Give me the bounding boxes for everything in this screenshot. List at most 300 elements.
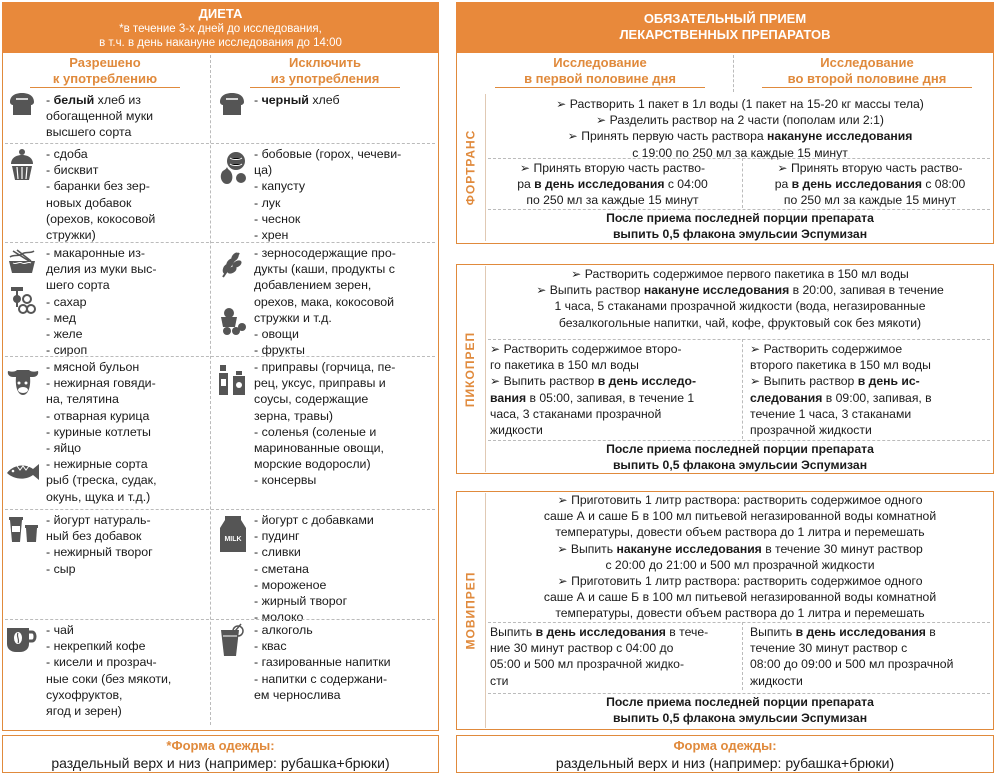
text-fragment: зерна, травы) <box>254 408 334 423</box>
text-fragment: вания <box>490 390 527 405</box>
first-half-header: Исследование в первой половине дня <box>495 55 705 88</box>
text-fragment: - пудинг <box>254 529 300 544</box>
text-line <box>254 92 434 108</box>
text-fragment: добавлением зерен, <box>254 278 372 293</box>
text-line <box>750 390 990 406</box>
text-line <box>46 92 206 108</box>
picoprep-split-divider <box>742 339 743 439</box>
text-fragment: - сдоба <box>46 147 88 161</box>
picoprep-first-half <box>490 341 735 438</box>
exclude-column-header: Исключить из употребления <box>250 55 400 88</box>
allowed-items <box>46 146 206 243</box>
text-fragment: - чеснок <box>254 211 301 226</box>
fortrans-first-half <box>490 160 735 209</box>
text-fragment: Выпить <box>750 625 796 639</box>
text-fragment: шего сорта <box>46 278 110 293</box>
text-fragment: - желе <box>46 327 83 342</box>
text-line <box>488 573 992 589</box>
moviprep-label <box>456 491 485 730</box>
text-line <box>254 528 434 544</box>
text-line <box>254 654 434 670</box>
text-line <box>254 472 434 488</box>
picoprep-side-divider <box>485 266 486 472</box>
text-line <box>254 227 434 243</box>
text-fragment: - консервы <box>254 473 317 488</box>
text-fragment: го пакетика в 150 мл воды <box>490 358 639 373</box>
text-line <box>254 544 434 560</box>
text-fragment: ➢ Приготовить 1 литр раствора: растворить содержимое одного <box>557 574 923 589</box>
text-line <box>488 508 992 524</box>
text-line <box>46 310 206 326</box>
text-fragment: - фрукты <box>254 343 305 358</box>
diet-row-divider <box>5 143 435 144</box>
allowed-items <box>46 359 206 505</box>
text-fragment: в течение 30 минут раствор <box>761 541 923 556</box>
moviprep-split-top <box>488 622 990 623</box>
text-line <box>490 406 735 422</box>
text-fragment: - макаронные из- <box>46 246 145 260</box>
text-fragment: ем чернослива <box>254 687 341 702</box>
picoprep-common-steps <box>488 266 992 331</box>
text-fragment: ра <box>774 177 792 192</box>
text-fragment: саше А и саше Б в 100 мл питьевой негазированной воды комнатной <box>543 590 937 605</box>
moviprep-side-divider <box>485 493 486 728</box>
text-fragment: в день исследования <box>791 177 922 192</box>
text-line <box>254 261 434 277</box>
diet-subtitle-2: в т.ч. в день накануне исследования до 14:00 <box>99 37 342 49</box>
text-fragment: - некрепкий кофе <box>46 639 146 654</box>
text-fragment: течение 30 минут раствор с <box>750 641 908 656</box>
svg-text:MILK: MILK <box>224 536 242 543</box>
text-line <box>490 160 735 176</box>
meds-dress-code <box>456 735 994 773</box>
text-line <box>254 440 434 456</box>
text-fragment: хлеб из <box>94 93 141 107</box>
text-line <box>46 456 206 472</box>
text-fragment: окунь, щука и т.д.) <box>46 489 151 504</box>
text-fragment: белый <box>53 93 95 107</box>
text-fragment: ягод и зерен) <box>46 704 122 719</box>
text-line <box>254 638 434 654</box>
fortrans-split-top <box>488 158 990 159</box>
text-line <box>254 561 434 577</box>
text-line <box>46 408 206 424</box>
diet-row-divider <box>5 356 435 357</box>
text-line <box>46 211 206 227</box>
text-line <box>488 524 992 540</box>
text-line <box>254 577 434 593</box>
text-line <box>488 298 992 314</box>
text-line <box>490 357 735 373</box>
text-line <box>490 673 735 689</box>
text-fragment: - йогурт с добавками <box>254 513 374 527</box>
text-fragment: ➢ Растворить содержимое второ- <box>490 342 682 356</box>
text-fragment: - бобовые (горох, чечеви- <box>254 147 402 161</box>
text-fragment: (орехов, кокосовой <box>46 211 156 226</box>
yogurt-icon <box>7 514 39 548</box>
fortrans-espumizan-note <box>488 210 992 242</box>
text-fragment: с 04:00 <box>664 177 708 192</box>
excluded-items <box>254 92 434 108</box>
text-fragment: - мороженое <box>254 577 327 592</box>
bread-icon <box>7 90 37 122</box>
moviprep-first-half <box>490 624 735 689</box>
fortrans-split-divider <box>742 158 743 208</box>
text-line <box>254 146 434 162</box>
text-line <box>750 357 990 373</box>
text-fragment: 1 часа, 5 стаканами прозрачной жидкости (вода, негазированные <box>554 299 926 314</box>
drug-name: ПИКОПРЕП <box>463 331 478 407</box>
text-line <box>750 160 990 176</box>
picoprep-label <box>456 264 485 474</box>
text-fragment: безалкогольные напитки, чай, кофе, фруктовый сок без мякоти) <box>558 315 922 330</box>
text-line <box>46 261 206 277</box>
text-fragment: обогащенной муки <box>46 109 154 124</box>
text-line <box>254 178 434 194</box>
text-fragment: жидкости <box>490 423 543 438</box>
text-fragment: в день исследования <box>534 177 665 192</box>
text-fragment: - <box>46 93 54 107</box>
text-fragment: - овощи <box>254 327 299 342</box>
text-fragment: - нежирная говяди- <box>46 376 156 391</box>
diet-title: ДИЕТА <box>198 6 243 21</box>
excluded-items <box>254 146 434 243</box>
text-fragment: в 05:00, запивая, в течение 1 <box>526 390 695 405</box>
text-fragment: накануне исследования <box>643 283 790 298</box>
text-fragment: ➢ Выпить раствор <box>750 374 858 389</box>
text-line: выпить 0,5 флакона эмульсии Эспумизан <box>612 711 868 725</box>
text-fragment: накануне исследования <box>616 541 762 556</box>
text-fragment: дукты (каши, продукты с <box>254 262 395 277</box>
text-fragment: - <box>254 93 262 107</box>
text-fragment: - хрен <box>254 228 289 243</box>
text-line <box>750 624 990 640</box>
text-fragment: в день исследования <box>795 625 926 639</box>
text-fragment: - куриные котлеты <box>46 424 151 439</box>
text-fragment: в день исследо- <box>597 374 697 389</box>
text-fragment: хлеб <box>308 93 340 107</box>
text-line <box>254 687 434 703</box>
excluded-items <box>254 512 434 625</box>
text-line <box>46 622 206 638</box>
text-line <box>488 557 992 573</box>
text-fragment: ➢ Приготовить 1 литр раствора: растворить содержимое одного <box>557 493 923 507</box>
text-line <box>46 391 206 407</box>
text-line <box>750 422 990 438</box>
text-line: После приема последней порции препарата <box>606 442 874 456</box>
text-line <box>46 294 206 310</box>
text-line <box>46 326 206 342</box>
text-fragment: - баранки без зер- <box>46 179 150 194</box>
allowed-column-header: Разрешено к употреблению <box>30 55 180 88</box>
text-line <box>46 561 206 577</box>
text-line <box>490 341 735 357</box>
text-fragment: сухофруктов, <box>46 687 123 702</box>
text-fragment: ➢ Выпить раствор <box>490 374 598 389</box>
diet-row-divider <box>5 619 435 620</box>
text-fragment: - яйцо <box>46 441 82 456</box>
text-fragment: с 20:00 до 21:00 и 500 мл прозрачной жидкости <box>605 557 875 572</box>
moviprep-split-divider <box>742 622 743 690</box>
text-fragment: - соленья (соленые и <box>254 424 377 439</box>
text-fragment: следования <box>750 390 823 405</box>
text-fragment: - сливки <box>254 545 301 560</box>
text-line <box>46 638 206 654</box>
cocktail-icon <box>217 622 247 662</box>
text-fragment: по 250 мл за каждые 15 минут <box>783 193 957 208</box>
second-half-header: Исследование во второй половине дня <box>762 55 972 88</box>
text-line <box>46 178 206 194</box>
text-fragment: - сметана <box>254 561 309 576</box>
text-fragment: в <box>925 625 936 639</box>
text-fragment: - молоко <box>254 610 304 625</box>
text-line <box>490 422 735 438</box>
text-line: После приема последней порции препарата <box>606 695 874 709</box>
diet-row-divider <box>5 242 435 243</box>
meds-title-2: ЛЕКАРСТВЕННЫХ ПРЕПАРАТОВ <box>619 27 831 42</box>
text-fragment: - сыр <box>46 561 76 576</box>
text-fragment: стружки) <box>46 228 96 243</box>
text-line <box>254 375 434 391</box>
excluded-items <box>254 359 434 489</box>
text-fragment: ➢ Растворить 1 пакет в 1л воды (1 пакет на 15-20 кг массы тела) <box>556 97 924 111</box>
text-line <box>46 359 206 375</box>
text-fragment: по 250 мл за каждые 15 минут <box>526 193 699 208</box>
moviprep-common-steps <box>488 492 992 622</box>
allowed-items <box>46 622 206 719</box>
text-line <box>254 622 434 638</box>
cow-fish-icon <box>5 363 41 503</box>
text-fragment: Выпить <box>490 625 536 639</box>
text-fragment: орехов, мака, кокосовой <box>254 294 395 309</box>
text-fragment: - капусту <box>254 179 306 194</box>
text-fragment: ➢ Растворить содержимое первого пакетика в 150 мл воды <box>571 267 909 281</box>
meds-header-divider <box>733 55 734 92</box>
text-fragment: - отварная курица <box>46 408 150 423</box>
moviprep-espumizan-note <box>488 694 992 726</box>
text-line <box>46 245 206 261</box>
diet-row-divider <box>5 509 435 510</box>
diet-dress-code <box>2 735 439 773</box>
text-line: После приема последней порции препарата <box>606 211 874 225</box>
text-fragment: - сироп <box>46 343 88 358</box>
text-line <box>46 489 206 505</box>
text-line <box>254 162 434 178</box>
text-line <box>750 192 990 208</box>
text-line <box>46 277 206 293</box>
text-fragment: с 08:00 <box>921 177 966 192</box>
text-line: выпить 0,5 флакона эмульсии Эспумизан <box>612 458 868 472</box>
coffee-cup-icon <box>5 624 39 658</box>
text-fragment: жидкости <box>750 673 803 688</box>
text-line <box>490 656 735 672</box>
drug-name: ФОРТРАНС <box>463 129 478 206</box>
text-fragment: в тече- <box>665 625 709 639</box>
text-line <box>46 162 206 178</box>
text-line <box>488 112 992 128</box>
text-line <box>254 211 434 227</box>
text-fragment: 05:00 и 500 мл прозрачной жидко- <box>490 657 684 672</box>
allowed-items <box>46 512 206 577</box>
fortrans-side-divider <box>485 94 486 241</box>
text-line <box>46 654 206 670</box>
text-line <box>46 227 206 243</box>
text-fragment: - мед <box>46 310 76 325</box>
text-fragment: ные соки (без мякоти, <box>46 671 172 686</box>
text-line <box>254 294 434 310</box>
text-line <box>46 528 206 544</box>
text-fragment: новых добавок <box>46 195 132 210</box>
text-fragment: высшего сорта <box>46 125 132 140</box>
diet-subtitle-1: *в течение 3-х дней до исследования, <box>119 23 322 35</box>
text-fragment: течение 1 часа, 3 стаканами <box>750 406 912 421</box>
text-line <box>490 640 735 656</box>
text-fragment: в 20:00, запивая в течение <box>789 283 944 298</box>
text-line <box>46 472 206 488</box>
picoprep-split-top <box>488 339 990 340</box>
text-line <box>750 656 990 672</box>
text-line <box>254 671 434 687</box>
text-line <box>254 195 434 211</box>
text-line <box>46 195 206 211</box>
text-line <box>488 589 992 605</box>
text-line <box>46 108 206 124</box>
text-fragment: ➢ Растворить содержимое <box>750 342 903 356</box>
text-fragment: - алкоголь <box>254 623 313 637</box>
text-fragment: ➢ Принять вторую часть раство- <box>777 161 963 175</box>
text-line <box>488 315 992 331</box>
text-fragment: рыб (треска, судак, <box>46 473 157 488</box>
diet-header <box>2 2 439 53</box>
text-line <box>46 440 206 456</box>
dress-code-title: Форма одежды: <box>673 738 777 753</box>
text-fragment: делия из муки выс- <box>46 262 157 277</box>
meds-header <box>456 2 994 53</box>
text-line <box>254 359 434 375</box>
text-line <box>490 390 735 406</box>
text-line <box>488 266 992 282</box>
text-line <box>46 544 206 560</box>
text-fragment: - йогурт натураль- <box>46 513 151 527</box>
text-line <box>750 373 990 389</box>
text-fragment: второго пакетика в 150 мл воды <box>750 358 931 373</box>
text-fragment: рец, уксус, приправы и <box>254 376 386 391</box>
text-fragment: ➢ Выпить раствор <box>536 283 644 298</box>
text-fragment: в 09:00, запивая, в <box>822 390 932 405</box>
text-fragment: - мясной бульон <box>46 360 140 374</box>
text-fragment: - приправы (горчица, пе- <box>254 360 396 374</box>
text-line <box>46 671 206 687</box>
text-fragment: на, телятина <box>46 392 119 407</box>
text-line <box>750 406 990 422</box>
text-fragment: прозрачной жидкости <box>750 423 872 438</box>
text-fragment: - сахар <box>46 294 87 309</box>
text-line <box>254 245 434 261</box>
diet-column-divider <box>210 55 211 725</box>
text-fragment: - кисели и прозрач- <box>46 655 157 670</box>
text-line <box>490 192 735 208</box>
text-fragment: ный без добавок <box>46 529 142 544</box>
text-line <box>750 673 990 689</box>
text-line <box>254 456 434 472</box>
text-fragment: - нежирные сорта <box>46 457 148 472</box>
text-fragment: с 19:00 по 250 мл за каждые 15 минут <box>632 145 848 160</box>
text-line <box>488 96 992 112</box>
text-fragment: температуры, довести объем раствора до 1 литра и перемешать <box>555 606 925 621</box>
text-line <box>490 176 735 192</box>
text-line <box>750 341 990 357</box>
allowed-items <box>46 245 206 358</box>
text-fragment: морские водоросли) <box>254 457 371 472</box>
text-fragment: ние 30 минут раствор с 04:00 до <box>490 641 674 656</box>
text-line <box>46 124 206 140</box>
milk-carton-icon <box>217 514 249 558</box>
excluded-items <box>254 245 434 358</box>
condiments-icon <box>217 363 247 401</box>
text-fragment: в день исследования <box>535 625 666 639</box>
text-fragment: ➢ Выпить <box>557 541 617 556</box>
text-line <box>750 176 990 192</box>
text-fragment: ра <box>517 177 535 192</box>
text-fragment: - жирный творог <box>254 594 348 609</box>
text-fragment: ➢ Принять вторую часть раство- <box>519 161 706 175</box>
text-fragment: - квас <box>254 639 287 654</box>
text-fragment: - нежирный творог <box>46 545 153 560</box>
text-fragment: - бисквит <box>46 163 99 178</box>
text-fragment: - чай <box>46 623 74 637</box>
text-fragment: - лук <box>254 195 281 210</box>
text-fragment: ца) <box>254 163 273 178</box>
dress-code-title: *Форма одежды: <box>166 738 275 753</box>
text-fragment: черный <box>261 93 309 107</box>
vegetables-icon <box>217 150 247 190</box>
text-fragment: саше А и саше Б в 100 мл питьевой негазированной воды комнатной <box>543 509 937 524</box>
text-fragment: стружки и т.д. <box>254 310 332 325</box>
dress-code-text: раздельный верх и низ (например: рубашка+брюки) <box>51 755 390 771</box>
grain-fruit-icon <box>217 247 247 341</box>
text-line <box>490 624 735 640</box>
pasta-honey-icon <box>7 247 37 321</box>
text-fragment: маринованные овощи, <box>254 441 384 456</box>
text-line <box>46 146 206 162</box>
text-line <box>254 593 434 609</box>
text-fragment: соусы, содержащие <box>254 392 369 407</box>
text-line <box>488 492 992 508</box>
meds-title-1: ОБЯЗАТЕЛЬНЫЙ ПРИЕМ <box>643 11 807 26</box>
fortrans-common-steps <box>488 96 992 161</box>
fortrans-label <box>456 92 485 243</box>
text-fragment: ➢ Принять первую часть раствора <box>567 129 768 144</box>
text-line <box>46 512 206 528</box>
text-line: выпить 0,5 флакона эмульсии Эспумизан <box>612 227 868 241</box>
text-fragment: - напитки с содержани- <box>254 671 388 686</box>
dress-code-text: раздельный верх и низ (например: рубашка+брюки) <box>555 755 895 771</box>
cupcake-icon <box>7 148 37 186</box>
text-line <box>254 408 434 424</box>
text-fragment: сти <box>490 673 509 688</box>
text-line <box>254 512 434 528</box>
fortrans-second-half <box>750 160 990 209</box>
picoprep-espumizan-note <box>488 441 992 473</box>
text-fragment: температуры, довести объем раствора до 1 литра и перемешать <box>555 525 925 540</box>
text-line <box>490 373 735 389</box>
text-line <box>254 391 434 407</box>
excluded-items <box>254 622 434 703</box>
text-fragment: накануне исследования <box>767 129 913 144</box>
text-line <box>488 128 992 144</box>
text-fragment: - зерносодержащие про- <box>254 246 396 260</box>
text-line <box>750 640 990 656</box>
